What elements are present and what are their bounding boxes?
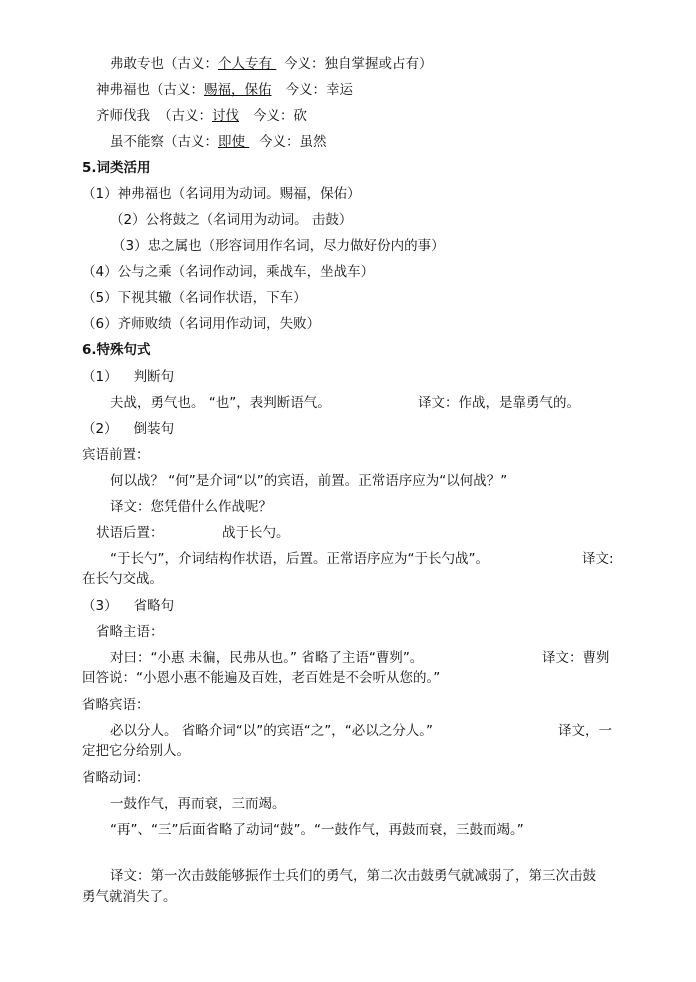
subsection-1 — [82, 368, 174, 386]
list-item: （6）齐师败绩（名词用作动词，失败） — [82, 316, 321, 332]
gushi-old-meaning: 讨伐 — [212, 108, 239, 124]
subsection-title: 倒装句 — [133, 421, 175, 437]
underline-gap — [272, 55, 284, 73]
underline-gap — [245, 133, 259, 151]
gushi-open: （古义： — [164, 56, 218, 72]
example-line: 必以分人。 省略介词“以”的宾语“之”，“必以之分人。” — [110, 723, 434, 739]
translation-line: 译文：作战，是靠勇气的。 — [418, 395, 580, 411]
translation-line: 译文：第一次击鼓能够振作士兵们的勇气，第二次击鼓勇气就减弱了，第三次击鼓 — [110, 868, 596, 884]
translation-line: 在长勺交战。 — [82, 571, 163, 587]
gushi-word: 齐师伐我 — [96, 108, 150, 124]
gushi-old-meaning: 赐福，保佑 — [204, 82, 272, 98]
gushi-word: 虽不能察 — [110, 134, 164, 150]
translation-label: 译文: — [582, 551, 614, 567]
gushi-new-meaning: 今义：砍 — [253, 108, 307, 124]
example-line: 一鼓作气，再而衰，三而竭。 — [110, 796, 286, 812]
subsection-number: （3） — [82, 598, 118, 614]
sub-heading: 省略主语： — [96, 624, 164, 640]
gushi-old-meaning: 个人专有 — [218, 56, 272, 72]
list-item: （4）公与之乘（名词作动词，乘战车，坐战车） — [82, 264, 375, 280]
list-item: （2）公将鼓之（名词用为动词。 击鼓） — [110, 212, 353, 228]
sub-heading: 省略宾语： — [82, 697, 150, 713]
section-heading-5: 5.词类活用 — [82, 160, 151, 176]
gushi-line-2 — [96, 81, 353, 99]
example-line: 对曰：“小惠 未徧，民弗从也。” 省略了主语“曹刿”。 — [110, 650, 424, 666]
subsection-2 — [82, 420, 174, 438]
gushi-new-meaning: 今义：虽然 — [259, 134, 327, 150]
translation-line: 译文：您凭借什么作战呢？ — [110, 499, 272, 515]
gushi-word: 神弗福也 — [96, 82, 150, 98]
subsection-title: 判断句 — [133, 369, 175, 385]
translation-label: 译文：曹刿 — [542, 650, 610, 666]
gushi-line-3 — [96, 107, 307, 125]
translation-line: 勇气就消失了。 — [82, 889, 177, 905]
section-heading-6: 6.特殊句式 — [82, 342, 151, 358]
gushi-word: 弗敢专也 — [110, 56, 164, 72]
example-line: 何以战？ “何”是介词“以”的宾语，前置。正常语序应为“以何战？” — [110, 473, 508, 489]
gushi-open: （古义： — [164, 134, 218, 150]
sub-heading: 省略动词： — [82, 770, 150, 786]
gushi-open: （古义： — [150, 82, 204, 98]
note-line: “再”、“三”后面省略了动词“鼓”。“一鼓作气，再鼓而衰，三鼓而竭。” — [110, 822, 524, 838]
subsection-3 — [82, 597, 174, 615]
gushi-line-4 — [110, 133, 327, 151]
translation-line: 定把它分给别人。 — [82, 743, 190, 759]
note-line: “于长勺”，介词结构作状语，后置。正常语序应为“于长勺战”。 — [110, 551, 489, 567]
subsection-number: （1） — [82, 369, 118, 385]
translation-label: 译文，一 — [558, 723, 612, 739]
list-item: （1）神弗福也（名词用为动词。赐福，保佑） — [82, 186, 361, 202]
translation-line: 回答说：“小恩小惠不能遍及百姓，老百姓是不会听从您的。” — [82, 670, 441, 686]
gushi-open: （古义： — [158, 108, 212, 124]
gushi-new-meaning: 今义：幸运 — [285, 82, 353, 98]
gushi-old-meaning: 即使 — [218, 134, 245, 150]
list-item: （5）下视其辙（名词作状语，下车） — [82, 290, 307, 306]
subsection-title: 省略句 — [133, 598, 175, 614]
sub-heading: 状语后置： — [96, 525, 164, 541]
gushi-new-meaning: 今义：独自掌握或占有） — [284, 56, 433, 72]
example-line: 战于长勺。 — [222, 525, 290, 541]
gushi-line-1 — [110, 55, 433, 73]
list-item: （3）忠之属也（形容词用作名词，尽力做好份内的事） — [112, 238, 445, 254]
example-line: 夫战，勇气也。 “也”，表判断语气。 — [110, 395, 331, 411]
subsection-number: （2） — [82, 421, 118, 437]
sub-heading: 宾语前置： — [82, 447, 150, 463]
